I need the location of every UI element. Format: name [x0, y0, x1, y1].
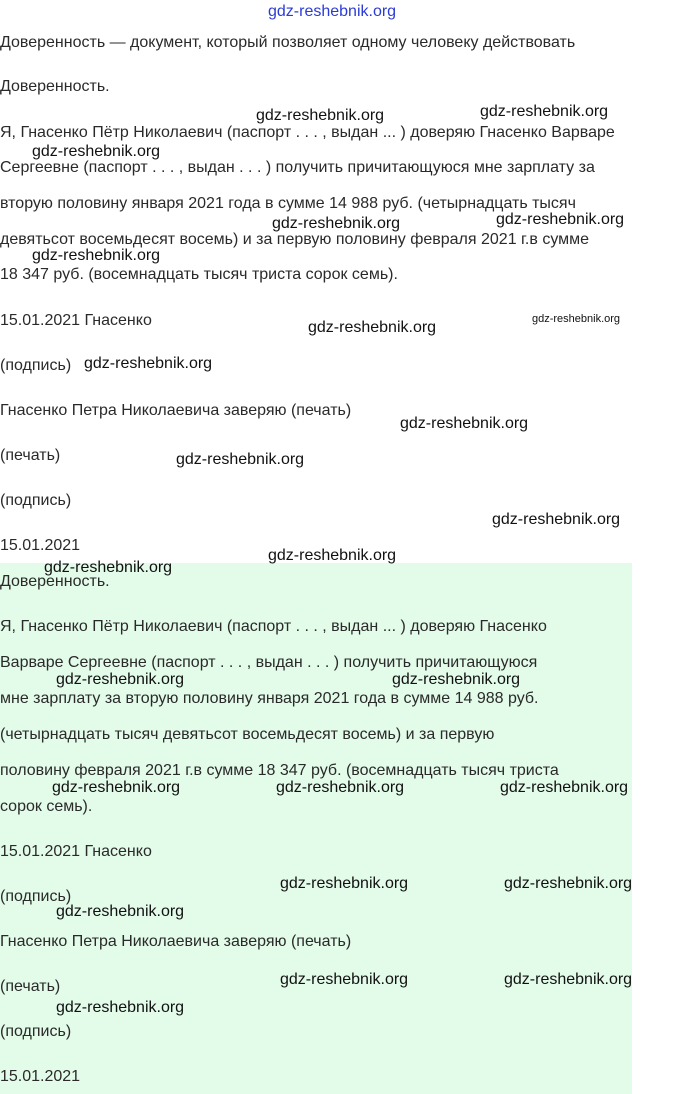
- watermark: gdz-reshebnik.org: [504, 971, 633, 988]
- signature-label: (подпись): [0, 492, 72, 509]
- signature-label: (подпись): [0, 888, 72, 905]
- watermark: gdz-reshebnik.org: [504, 875, 633, 892]
- date-name-line: 15.01.2021 Гнасенко: [0, 843, 152, 860]
- body-line: Я, Гнасенко Пётр Николаевич (паспорт . . . , выдан ... ) доверяю Гнасенко Варваре: [0, 124, 615, 141]
- body-line: 18 347 руб. (восемнадцать тысяч триста сорок семь).: [0, 266, 398, 283]
- watermark: gdz-reshebnik.org: [256, 107, 385, 124]
- stamp-label: (печать): [0, 978, 61, 995]
- signature-label: (подпись): [0, 1023, 72, 1040]
- watermark: gdz-reshebnik.org: [276, 779, 405, 796]
- date-name-line: 15.01.2021 Гнасенко: [0, 312, 152, 329]
- watermark: gdz-reshebnik.org: [32, 143, 161, 160]
- intro-text: Доверенность — документ, который позволяет одному человеку действовать: [0, 34, 576, 51]
- watermark: gdz-reshebnik.org: [280, 971, 409, 988]
- watermark: gdz-reshebnik.org: [32, 247, 161, 264]
- date-line: 15.01.2021: [0, 1068, 81, 1085]
- watermark: gdz-reshebnik.org: [392, 671, 521, 688]
- watermark: gdz-reshebnik.org: [44, 559, 173, 576]
- document-title: Доверенность.: [0, 78, 110, 95]
- stamp-label: (печать): [0, 447, 61, 464]
- watermark: gdz-reshebnik.org: [308, 319, 437, 336]
- body-line: Я, Гнасенко Пётр Николаевич (паспорт . . . , выдан ... ) доверяю Гнасенко: [0, 618, 547, 635]
- body-line: Сергеевне (паспорт . . . , выдан . . . ) получить причитающуюся мне зарплату за: [0, 159, 595, 176]
- watermark: gdz-reshebnik.org: [84, 355, 213, 372]
- watermark: gdz-reshebnik.org: [56, 671, 185, 688]
- watermark: gdz-reshebnik.org: [496, 211, 625, 228]
- body-line: девятьсот восемьдесят восемь) и за первую половину февраля 2021 г.в сумме: [0, 231, 590, 248]
- watermark: gdz-reshebnik.org: [272, 215, 401, 232]
- watermark: gdz-reshebnik.org: [56, 903, 185, 920]
- watermark: gdz-reshebnik.org: [176, 451, 305, 468]
- certify-line: Гнасенко Петра Николаевича заверяю (печать): [0, 933, 352, 950]
- watermark: gdz-reshebnik.org: [500, 779, 629, 796]
- watermark: gdz-reshebnik.org: [56, 999, 185, 1016]
- watermark: gdz-reshebnik.org: [268, 3, 397, 20]
- body-line: (четырнадцать тысяч девятьсот восемьдесят восемь) и за первую: [0, 726, 495, 743]
- watermark: gdz-reshebnik.org: [480, 103, 609, 120]
- watermark: gdz-reshebnik.org: [532, 313, 621, 325]
- body-line: Варваре Сергеевне (паспорт . . . , выдан . . . ) получить причитающуюся: [0, 654, 538, 671]
- watermark: gdz-reshebnik.org: [280, 875, 409, 892]
- certify-line: Гнасенко Петра Николаевича заверяю (печать): [0, 402, 352, 419]
- watermark: gdz-reshebnik.org: [52, 779, 181, 796]
- body-line: половину февраля 2021 г.в сумме 18 347 руб. (восемнадцать тысяч триста: [0, 762, 559, 779]
- signature-label: (подпись): [0, 357, 72, 374]
- body-line: вторую половину января 2021 года в сумме 14 988 руб. (четырнадцать тысяч: [0, 195, 576, 212]
- date-line: 15.01.2021: [0, 537, 81, 554]
- body-line: мне зарплату за вторую половину января 2021 года в сумме 14 988 руб.: [0, 690, 539, 707]
- watermark: gdz-reshebnik.org: [400, 415, 529, 432]
- watermark: gdz-reshebnik.org: [492, 511, 621, 528]
- document-title: Доверенность.: [0, 573, 110, 590]
- watermark: gdz-reshebnik.org: [268, 547, 397, 564]
- body-line: сорок семь).: [0, 798, 93, 815]
